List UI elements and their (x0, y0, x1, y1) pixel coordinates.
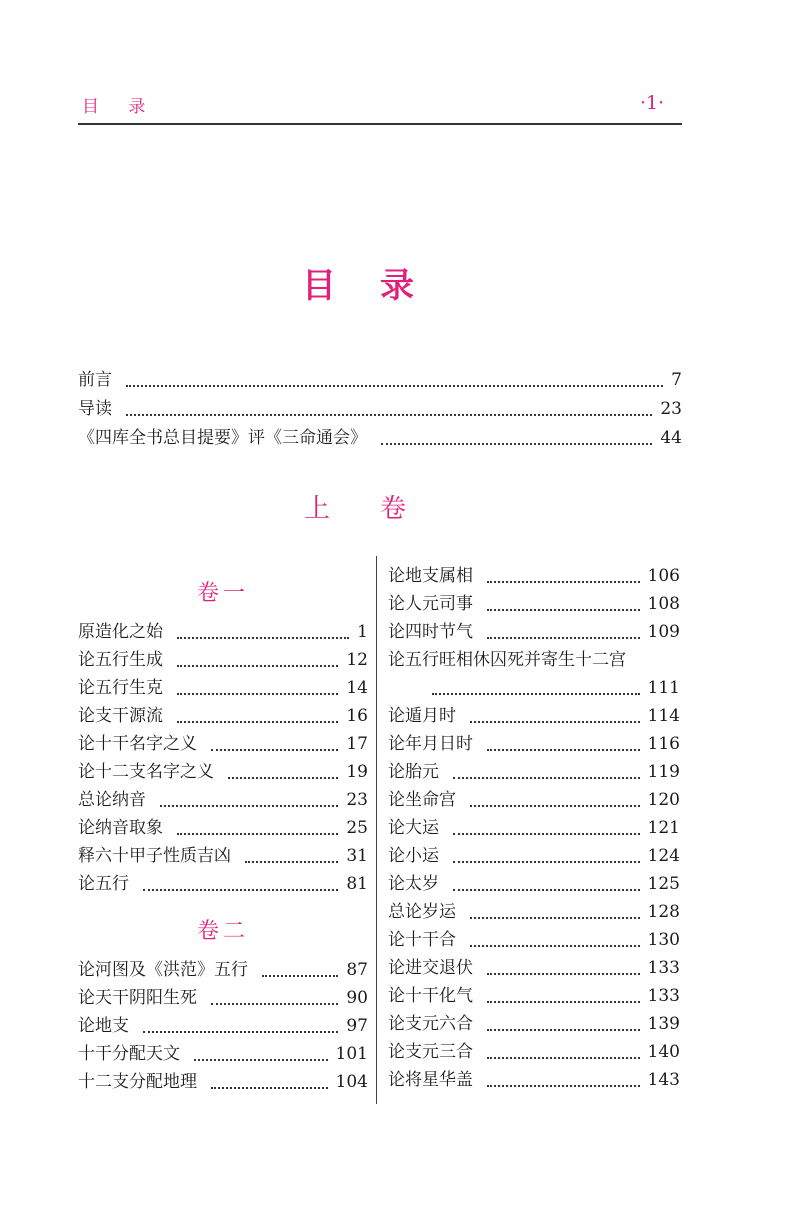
dot-leader (143, 889, 338, 891)
toc-entry-title: 论五行生成 (78, 650, 163, 670)
dot-leader (487, 1029, 640, 1031)
toc-entry[interactable] (388, 786, 680, 814)
column-divider (376, 556, 377, 1104)
toc-entry-title: 论支元三合 (388, 1042, 473, 1062)
toc-entry-title: 论十干合 (388, 930, 456, 950)
toc-entry[interactable] (78, 674, 368, 702)
toc-entry-page: 140 (647, 1042, 680, 1062)
toc-entry[interactable] (78, 956, 368, 984)
dot-leader (177, 833, 338, 835)
dot-leader (211, 1087, 328, 1089)
dot-leader (211, 749, 338, 751)
toc-entry-page: 1 (357, 622, 368, 642)
toc-entry-title: 论五行生克 (78, 678, 163, 698)
toc-entry[interactable] (78, 1040, 368, 1068)
toc-entry[interactable] (388, 562, 680, 590)
toc-entry-title: 论十干名字之义 (78, 734, 197, 754)
dot-leader (211, 1003, 338, 1005)
toc-entry-title: 论河图及《洪范》五行 (78, 960, 248, 980)
header-rule (78, 123, 682, 125)
toc-entry-title: 导读 (78, 399, 112, 419)
toc-entry[interactable] (388, 590, 680, 618)
toc-entry-title: 论支干源流 (78, 706, 163, 726)
toc-entry-page: 7 (671, 370, 682, 390)
toc-entry-page: 81 (346, 874, 368, 894)
toc-entry[interactable] (388, 730, 680, 758)
toc-entry-title: 论十二支名字之义 (78, 762, 214, 782)
toc-entry-page: 12 (346, 650, 368, 670)
toc-entry-page: 133 (647, 986, 680, 1006)
dot-leader (177, 693, 338, 695)
toc-entry-page: 101 (335, 1044, 368, 1064)
toc-entry-title: 原造化之始 (78, 622, 163, 642)
dot-leader (245, 861, 338, 863)
toc-entry-title: 论遁月时 (388, 706, 456, 726)
toc-entry-page: 97 (346, 1016, 368, 1036)
toc-entry-title: 论十干化气 (388, 986, 473, 1006)
toc-entry[interactable] (78, 814, 368, 842)
toc-entry[interactable] (388, 618, 680, 646)
toc-entry[interactable] (78, 870, 368, 898)
dot-leader (228, 777, 338, 779)
toc-entry-title: 论坐命宫 (388, 790, 456, 810)
dot-leader (126, 385, 663, 387)
running-header-page-number: ·1· (640, 92, 665, 114)
volume-heading: 卷一 (196, 581, 249, 606)
dot-leader (487, 1057, 640, 1059)
toc-entry[interactable] (78, 730, 368, 758)
toc-entry[interactable] (388, 1038, 680, 1066)
dot-leader (487, 1085, 640, 1087)
dot-leader (453, 833, 640, 835)
toc-entry-page: 128 (647, 902, 680, 922)
dot-leader (381, 443, 652, 445)
toc-entry-page: 14 (346, 678, 368, 698)
toc-entry-page: 120 (647, 790, 680, 810)
toc-entry-page: 133 (647, 958, 680, 978)
dot-leader (487, 609, 640, 611)
toc-entry-title: 论进交退伏 (388, 958, 473, 978)
toc-entry-page: 124 (647, 846, 680, 866)
toc-entry-title: 释六十甲子性质吉凶 (78, 846, 231, 866)
toc-entry-title: 论地支 (78, 1016, 129, 1036)
toc-entry[interactable] (78, 842, 368, 870)
dot-leader (453, 777, 640, 779)
toc-entry-page: 23 (660, 399, 682, 419)
toc-entry-continuation[interactable] (432, 674, 680, 702)
toc-entry[interactable] (78, 395, 682, 423)
toc-entry-page: 104 (335, 1072, 368, 1092)
toc-entry-title: 论胎元 (388, 762, 439, 782)
dot-leader (126, 414, 652, 416)
toc-entry-title: 论四时节气 (388, 622, 473, 642)
toc-entry-page: 116 (647, 734, 680, 754)
toc-entry-title: 论年月日时 (388, 734, 473, 754)
dot-leader (177, 665, 338, 667)
dot-leader (194, 1059, 328, 1061)
toc-entry[interactable] (388, 982, 680, 1010)
toc-entry-title: 论地支属相 (388, 566, 473, 586)
toc-entry[interactable] (78, 984, 368, 1012)
toc-entry[interactable] (78, 366, 682, 394)
toc-entry-title: 前言 (78, 370, 112, 390)
toc-entry-page: 16 (346, 706, 368, 726)
toc-entry[interactable] (388, 842, 680, 870)
toc-entry-page: 130 (647, 930, 680, 950)
dot-leader (262, 975, 338, 977)
dot-leader (487, 973, 640, 975)
toc-entry-title: 论纳音取象 (78, 818, 163, 838)
toc-entry[interactable] (388, 870, 680, 898)
toc-entry-page: 111 (647, 678, 680, 698)
dot-leader (470, 945, 640, 947)
page-title: 目录 (302, 266, 458, 306)
dot-leader (453, 861, 640, 863)
toc-entry[interactable] (78, 424, 682, 452)
toc-entry-title: 论五行 (78, 874, 129, 894)
toc-entry-title: 论将星华盖 (388, 1070, 473, 1090)
part-title: 上卷 (303, 494, 456, 524)
toc-entry-page: 87 (346, 960, 368, 980)
dot-leader (177, 637, 349, 639)
toc-entry[interactable] (78, 1068, 368, 1096)
toc-entry[interactable] (78, 786, 368, 814)
dot-leader (487, 637, 640, 639)
running-header-section: 目 录 (82, 97, 158, 117)
dot-leader (453, 889, 640, 891)
toc-entry-page: 17 (346, 734, 368, 754)
dot-leader (470, 721, 640, 723)
dot-leader (432, 693, 640, 695)
toc-entry-title: 总论岁运 (388, 902, 456, 922)
toc-entry-title: 《四库全书总目提要》评《三命通会》 (78, 428, 367, 448)
toc-entry-page: 121 (647, 818, 680, 838)
toc-entry[interactable] (78, 702, 368, 730)
toc-entry[interactable] (388, 702, 680, 730)
toc-entry-title: 十干分配天文 (78, 1044, 180, 1064)
toc-entry-page: 90 (346, 988, 368, 1008)
dot-leader (177, 721, 338, 723)
dot-leader (470, 917, 640, 919)
toc-entry-title: 十二支分配地理 (78, 1072, 197, 1092)
toc-entry[interactable] (388, 1066, 680, 1094)
toc-entry[interactable] (388, 1010, 680, 1038)
toc-entry-title: 论太岁 (388, 874, 439, 894)
dot-leader (143, 1031, 338, 1033)
dot-leader (487, 749, 640, 751)
toc-entry-page: 109 (647, 622, 680, 642)
volume-heading: 卷二 (196, 919, 249, 944)
toc-entry-title: 论天干阴阳生死 (78, 988, 197, 1008)
toc-entry[interactable] (388, 898, 680, 926)
toc-entry-page: 119 (647, 762, 680, 782)
toc-entry[interactable] (78, 646, 368, 674)
toc-entry-page: 106 (647, 566, 680, 586)
toc-entry[interactable] (388, 926, 680, 954)
toc-entry-page: 44 (660, 428, 682, 448)
dot-leader (487, 581, 640, 583)
toc-entry-page: 25 (346, 818, 368, 838)
dot-leader (470, 805, 640, 807)
toc-entry-title-long[interactable]: 论五行旺相休囚死并寄生十二宫 (388, 650, 626, 670)
toc-entry-title: 论支元六合 (388, 1014, 473, 1034)
toc-entry-page: 108 (647, 594, 680, 614)
toc-entry-title: 论小运 (388, 846, 439, 866)
toc-entry-page: 23 (346, 790, 368, 810)
toc-entry-page: 19 (346, 762, 368, 782)
toc-entry[interactable] (78, 758, 368, 786)
toc-entry-page: 139 (647, 1014, 680, 1034)
toc-entry-page: 125 (647, 874, 680, 894)
toc-entry[interactable] (78, 1012, 368, 1040)
toc-entry-title: 总论纳音 (78, 790, 146, 810)
dot-leader (160, 805, 338, 807)
toc-entry-title: 论人元司事 (388, 594, 473, 614)
dot-leader (487, 1001, 640, 1003)
toc-entry-page: 143 (647, 1070, 680, 1090)
toc-entry[interactable] (388, 758, 680, 786)
toc-entry-page: 114 (647, 706, 680, 726)
toc-entry-title: 论大运 (388, 818, 439, 838)
toc-entry[interactable] (388, 814, 680, 842)
toc-entry[interactable] (78, 618, 368, 646)
toc-entry[interactable] (388, 954, 680, 982)
toc-entry-page: 31 (346, 846, 368, 866)
